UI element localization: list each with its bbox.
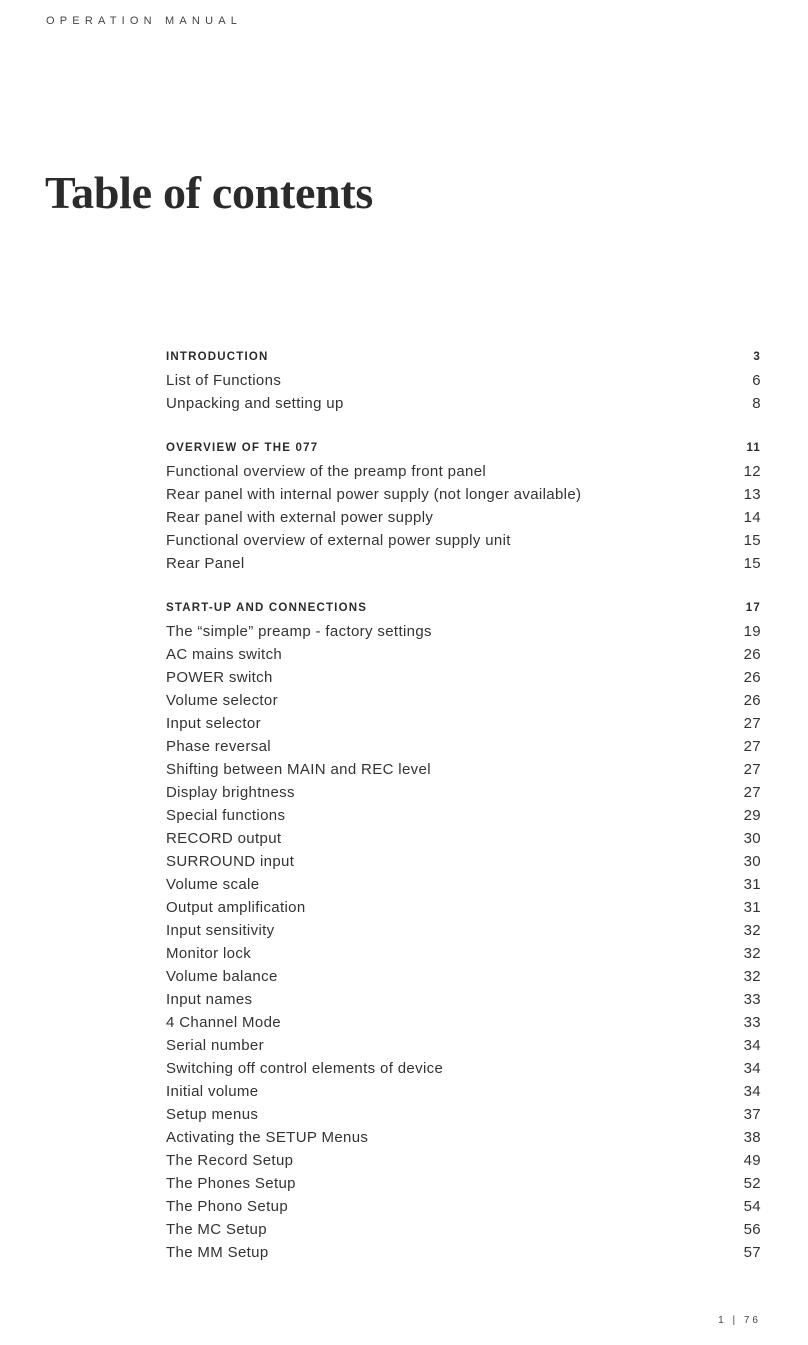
toc-entry[interactable] xyxy=(166,506,761,529)
toc-entry-page-number: 12 xyxy=(743,463,761,480)
toc-entry-label: Input sensitivity xyxy=(166,922,275,939)
section-title: INTRODUCTION xyxy=(166,351,269,363)
toc-entry-label: Volume balance xyxy=(166,968,278,985)
toc-entry-label: Special functions xyxy=(166,807,286,824)
toc-entry-label: The Phones Setup xyxy=(166,1175,296,1192)
toc-entry-label: Switching off control elements of device xyxy=(166,1060,444,1077)
toc-entry[interactable] xyxy=(166,643,761,666)
toc-entry[interactable] xyxy=(166,620,761,643)
toc-entry[interactable] xyxy=(166,552,761,575)
toc-entry-page-number: 33 xyxy=(743,1014,761,1031)
section-page-number: 11 xyxy=(746,442,761,454)
toc-entry-page-number: 29 xyxy=(743,807,761,824)
toc-entry-label: The “simple” preamp - factory settings xyxy=(166,623,432,640)
toc-entry[interactable] xyxy=(166,988,761,1011)
toc-entry-page-number: 26 xyxy=(743,646,761,663)
toc-entry-label: Volume scale xyxy=(166,876,260,893)
toc-entry-page-number: 49 xyxy=(743,1152,761,1169)
toc-entry-page-number: 26 xyxy=(743,669,761,686)
section-title: OVERVIEW OF THE 077 xyxy=(166,442,319,454)
toc-entry-label: Rear panel with external power supply xyxy=(166,509,434,526)
toc-entry-page-number: 14 xyxy=(743,509,761,526)
toc-section-heading[interactable] xyxy=(166,597,761,620)
toc-entry-label: Monitor lock xyxy=(166,945,252,962)
toc-entry-page-number: 30 xyxy=(743,853,761,870)
toc-entry-label: POWER switch xyxy=(166,669,273,686)
toc-entry[interactable] xyxy=(166,1149,761,1172)
toc-section xyxy=(166,346,761,415)
toc-entry-label: Functional overview of the preamp front panel xyxy=(166,463,487,480)
toc-entry-label: Setup menus xyxy=(166,1106,259,1123)
toc-entry[interactable] xyxy=(166,942,761,965)
toc-entry[interactable] xyxy=(166,1241,761,1264)
toc-entry[interactable] xyxy=(166,896,761,919)
toc-entry-label: 4 Channel Mode xyxy=(166,1014,281,1031)
toc-entry-page-number: 56 xyxy=(743,1221,761,1238)
toc-entry-page-number: 15 xyxy=(743,555,761,572)
document-header: OPERATION MANUAL xyxy=(46,15,243,27)
toc-entry[interactable] xyxy=(166,827,761,850)
toc-entry-page-number: 27 xyxy=(743,715,761,732)
toc-entry-label: The Record Setup xyxy=(166,1152,294,1169)
toc-entry-page-number: 15 xyxy=(743,532,761,549)
toc-entry-label: Activating the SETUP Menus xyxy=(166,1129,369,1146)
toc-entry[interactable] xyxy=(166,850,761,873)
toc-entry[interactable] xyxy=(166,735,761,758)
toc-entry-page-number: 34 xyxy=(743,1083,761,1100)
toc-entry-page-number: 31 xyxy=(743,876,761,893)
toc-entry-label: Output amplification xyxy=(166,899,306,916)
toc-entry-label: Shifting between MAIN and REC level xyxy=(166,761,431,778)
toc-entry-label: SURROUND input xyxy=(166,853,295,870)
toc-entry-page-number: 38 xyxy=(743,1129,761,1146)
toc-entry-label: Rear Panel xyxy=(166,555,245,572)
table-of-contents xyxy=(166,346,761,1286)
toc-entry-page-number: 32 xyxy=(743,945,761,962)
toc-entry-page-number: 52 xyxy=(743,1175,761,1192)
toc-entry-page-number: 13 xyxy=(743,486,761,503)
toc-entry[interactable] xyxy=(166,369,761,392)
toc-entry-label: RECORD output xyxy=(166,830,282,847)
toc-entry-label: Phase reversal xyxy=(166,738,271,755)
toc-entry-page-number: 27 xyxy=(743,738,761,755)
toc-entry-page-number: 54 xyxy=(743,1198,761,1215)
toc-entry[interactable] xyxy=(166,804,761,827)
toc-entry[interactable] xyxy=(166,1011,761,1034)
toc-entry-label: Unpacking and setting up xyxy=(166,395,344,412)
toc-section-heading[interactable] xyxy=(166,346,761,369)
toc-entry[interactable] xyxy=(166,919,761,942)
toc-entry[interactable] xyxy=(166,1034,761,1057)
toc-entry-label: Input selector xyxy=(166,715,261,732)
toc-entry-label: Rear panel with internal power supply (not longer available) xyxy=(166,486,582,503)
page-number: 1 | 76 xyxy=(718,1315,761,1326)
toc-entry-page-number: 27 xyxy=(743,761,761,778)
toc-entry[interactable] xyxy=(166,758,761,781)
toc-entry-label: The Phono Setup xyxy=(166,1198,289,1215)
toc-entry[interactable] xyxy=(166,965,761,988)
toc-entry[interactable] xyxy=(166,529,761,552)
toc-entry[interactable] xyxy=(166,1080,761,1103)
page-title: Table of contents xyxy=(45,167,373,218)
toc-entry[interactable] xyxy=(166,483,761,506)
toc-entry-label: Input names xyxy=(166,991,253,1008)
toc-entry-page-number: 30 xyxy=(743,830,761,847)
toc-entry[interactable] xyxy=(166,1126,761,1149)
toc-entry-label: AC mains switch xyxy=(166,646,283,663)
toc-entry-page-number: 31 xyxy=(743,899,761,916)
toc-entry-page-number: 6 xyxy=(752,372,761,389)
toc-entry-label: Functional overview of external power supply unit xyxy=(166,532,511,549)
toc-entry[interactable] xyxy=(166,392,761,415)
section-title: START-UP AND CONNECTIONS xyxy=(166,602,368,614)
toc-entry-page-number: 26 xyxy=(743,692,761,709)
toc-entry-label: List of Functions xyxy=(166,372,282,389)
toc-entry[interactable] xyxy=(166,666,761,689)
toc-entry[interactable] xyxy=(166,873,761,896)
toc-entry-page-number: 27 xyxy=(743,784,761,801)
toc-entry-page-number: 32 xyxy=(743,968,761,985)
toc-entry-page-number: 37 xyxy=(743,1106,761,1123)
toc-entry[interactable] xyxy=(166,689,761,712)
toc-entry-label: The MC Setup xyxy=(166,1221,267,1238)
section-page-number: 3 xyxy=(753,351,761,363)
toc-entry-page-number: 57 xyxy=(743,1244,761,1261)
toc-entry-page-number: 33 xyxy=(743,991,761,1008)
toc-entry-page-number: 34 xyxy=(743,1060,761,1077)
toc-entry[interactable] xyxy=(166,1057,761,1080)
toc-entry-label: Initial volume xyxy=(166,1083,259,1100)
toc-entry[interactable] xyxy=(166,1172,761,1195)
toc-entry-page-number: 19 xyxy=(743,623,761,640)
toc-entry[interactable] xyxy=(166,781,761,804)
toc-section-heading[interactable] xyxy=(166,437,761,460)
toc-entry[interactable] xyxy=(166,712,761,735)
toc-section xyxy=(166,437,761,575)
toc-entry-label: Display brightness xyxy=(166,784,295,801)
toc-entry-page-number: 8 xyxy=(752,395,761,412)
toc-entry-page-number: 34 xyxy=(743,1037,761,1054)
toc-entry-label: The MM Setup xyxy=(166,1244,269,1261)
toc-entry[interactable] xyxy=(166,1195,761,1218)
toc-entry[interactable] xyxy=(166,460,761,483)
toc-entry[interactable] xyxy=(166,1218,761,1241)
toc-entry-label: Serial number xyxy=(166,1037,264,1054)
toc-entry[interactable] xyxy=(166,1103,761,1126)
toc-entry-page-number: 32 xyxy=(743,922,761,939)
toc-section xyxy=(166,597,761,1264)
toc-entry-label: Volume selector xyxy=(166,692,278,709)
section-page-number: 17 xyxy=(745,602,761,614)
